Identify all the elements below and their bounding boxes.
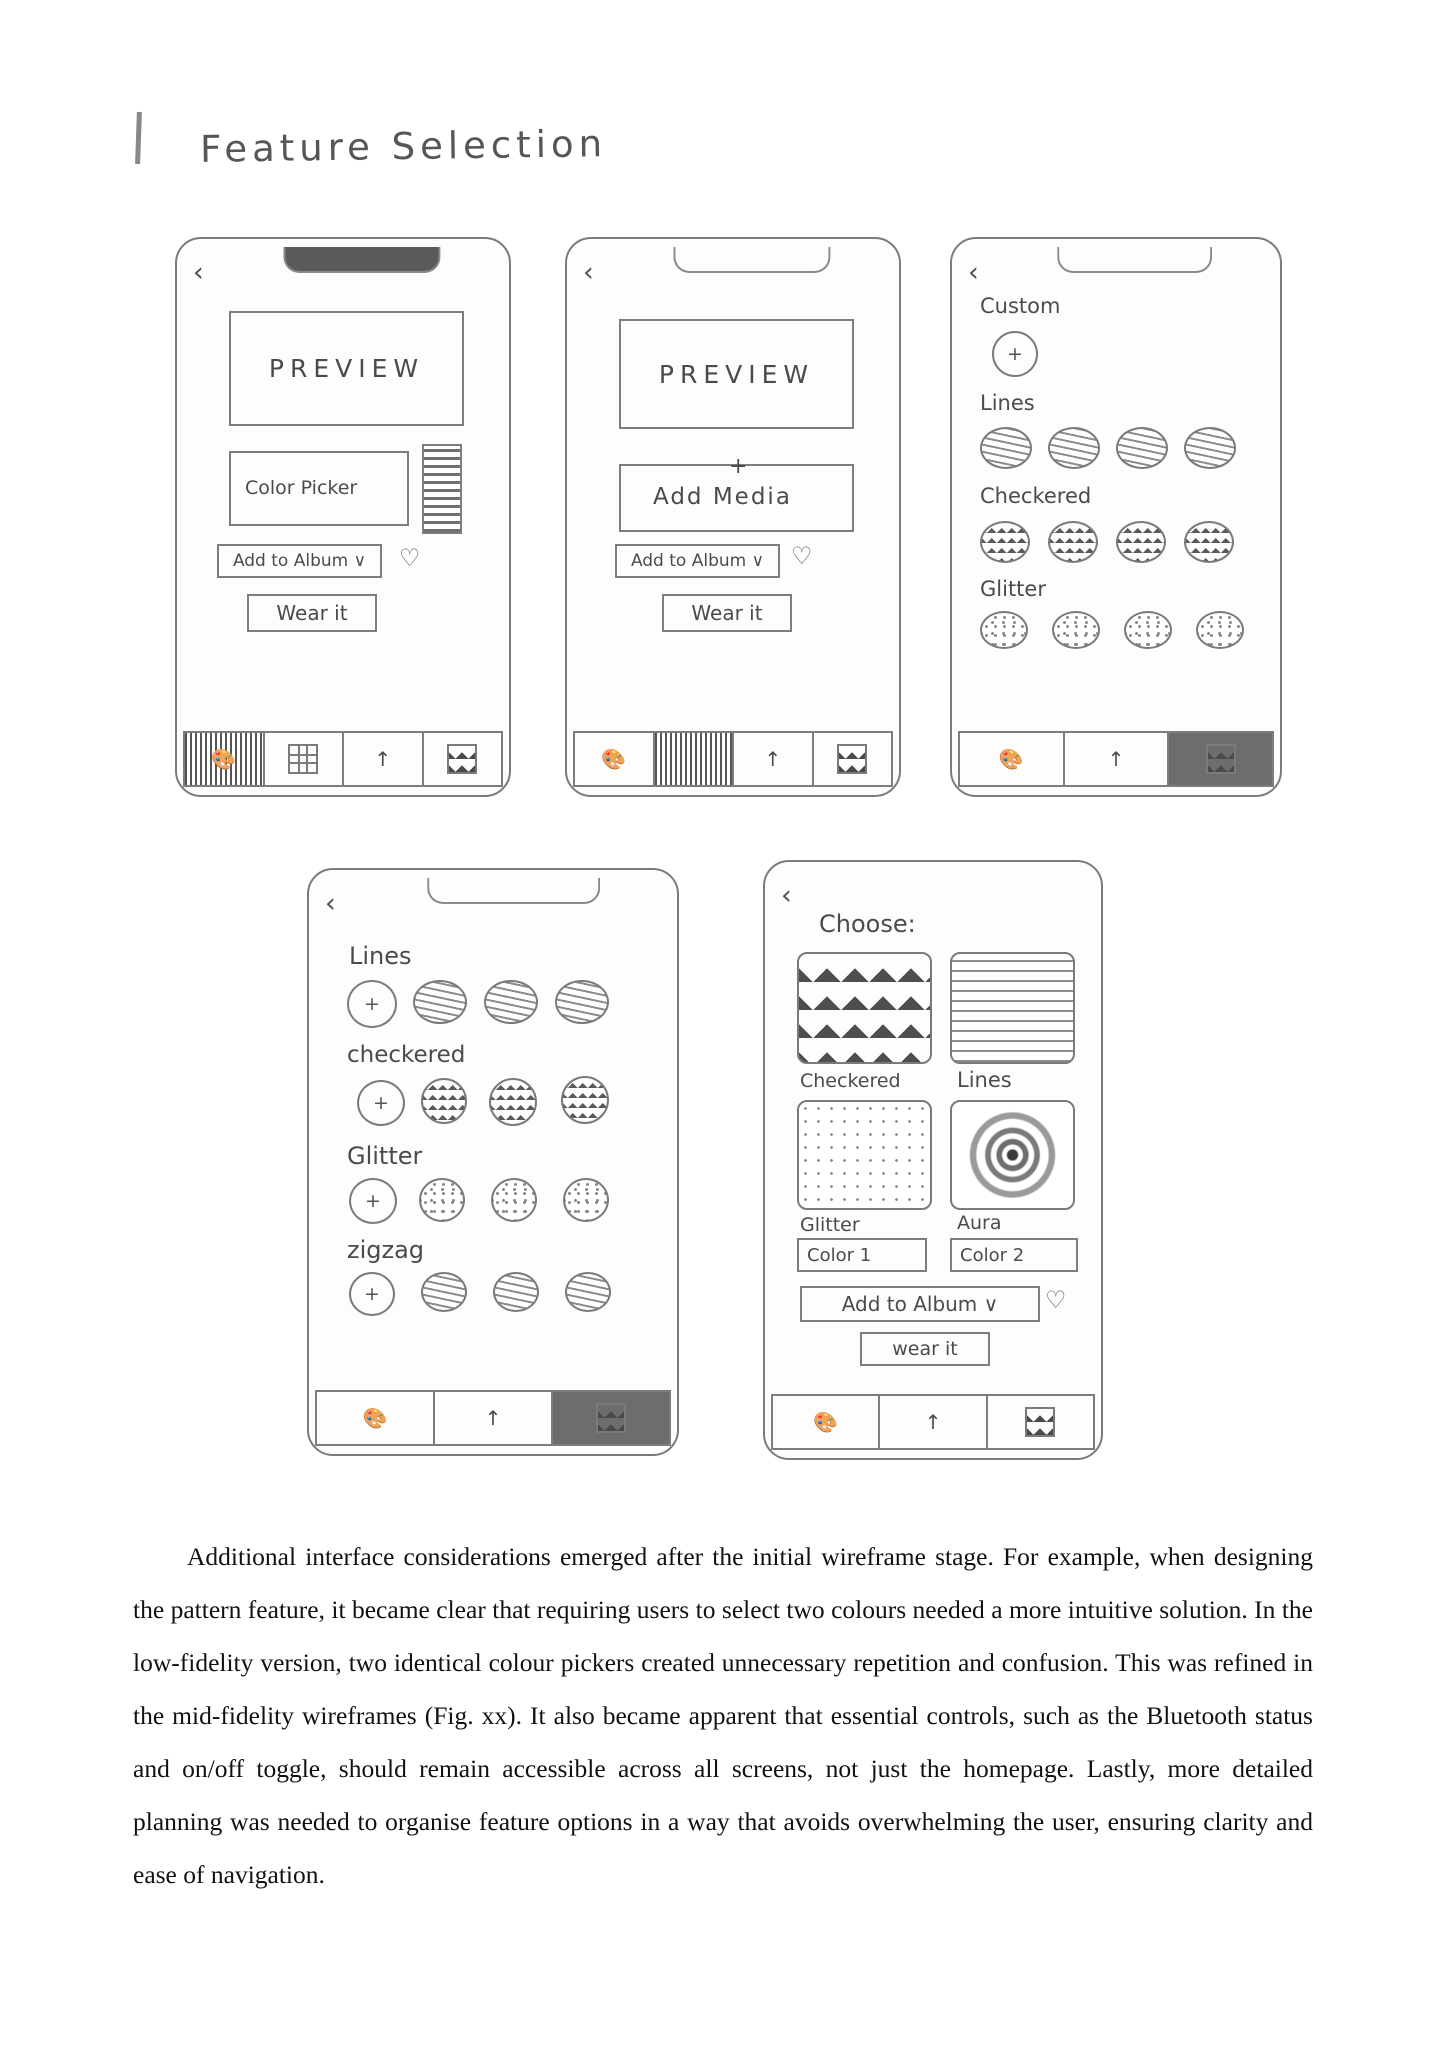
zigzag-add-swatch[interactable]: +	[349, 1272, 395, 1316]
add-to-album-dropdown[interactable]: Add to Album ∨	[615, 544, 780, 578]
checkered-swatch[interactable]	[980, 521, 1030, 563]
glitter-swatch[interactable]	[1196, 611, 1244, 649]
tab-pattern[interactable]	[988, 1396, 1093, 1448]
body-paragraph: Additional interface considerations emerged after the initial wireframe stage. For example, when designing the pattern feature, it became clear that requiring users to select two colours needed a more intuitive solution. In the low-fidelity version, two identical colour pickers created unnecessary repetition and confusion. This was refined in the mid-fidelity wireframes (Fig. xx). It also became apparent that essential controls, such as the Bluetooth status and on/off toggle, should remain accessible across all screens, not just the homepage. Lastly, more detailed planning was needed to organise feature options in a way that avoids overwhelming the user, ensuring clarity and ease of navigation.	[133, 1542, 1313, 1889]
add-media-label: Add Media	[653, 484, 792, 510]
lines-swatch[interactable]	[413, 980, 467, 1024]
wireframe-screen-4	[307, 868, 679, 1456]
pattern-icon	[596, 1403, 626, 1433]
zigzag-swatch[interactable]	[565, 1272, 611, 1312]
custom-add-swatch[interactable]: +	[992, 331, 1038, 377]
zigzag-swatch[interactable]	[421, 1272, 467, 1312]
wireframe-screen-5	[763, 860, 1103, 1460]
phone-notch	[1057, 247, 1212, 273]
checkered-section-label: checkered	[347, 1042, 466, 1068]
title-tick-mark	[135, 112, 142, 164]
lines-swatch[interactable]	[1184, 427, 1236, 469]
tab-upload[interactable]: ↑	[880, 1396, 987, 1448]
bottom-tabbar	[183, 731, 503, 787]
tab-palette[interactable]: 🎨	[185, 733, 265, 785]
bottom-tabbar	[315, 1390, 671, 1446]
phone-notch	[427, 878, 600, 904]
glitter-swatch[interactable]	[563, 1178, 609, 1222]
bottom-tabbar	[958, 731, 1274, 787]
checkered-swatch[interactable]	[1184, 521, 1234, 563]
zigzag-swatch[interactable]	[493, 1272, 539, 1312]
aura-option-label: Aura	[957, 1212, 1002, 1234]
color-picker-box[interactable]	[229, 451, 409, 526]
pattern-icon	[447, 744, 477, 774]
bottom-tabbar	[573, 731, 893, 787]
back-icon[interactable]: ‹	[781, 880, 792, 911]
checkered-section-label: Checkered	[980, 484, 1092, 508]
checkered-add-swatch[interactable]: +	[357, 1080, 405, 1126]
preview-area: PREVIEW	[229, 311, 464, 426]
pattern-option-aura[interactable]	[950, 1100, 1075, 1210]
checkered-option-label: Checkered	[800, 1070, 901, 1092]
glitter-swatch[interactable]	[1124, 611, 1172, 649]
pattern-icon	[1025, 1407, 1055, 1437]
glitter-swatch[interactable]	[1052, 611, 1100, 649]
choose-label: Choose:	[819, 910, 916, 938]
lines-swatch[interactable]	[980, 427, 1032, 469]
glitter-add-swatch[interactable]: +	[349, 1178, 397, 1224]
pattern-option-glitter[interactable]	[797, 1100, 932, 1210]
color-1-field[interactable]: Color 1	[797, 1238, 927, 1272]
preview-area: PREVIEW	[619, 319, 854, 429]
lines-swatch[interactable]	[1116, 427, 1168, 469]
wear-it-button[interactable]: Wear it	[662, 594, 792, 632]
body-paragraph-container	[133, 1530, 1313, 1901]
checkered-swatch[interactable]	[1116, 521, 1166, 563]
lines-swatch[interactable]	[1048, 427, 1100, 469]
back-icon[interactable]: ‹	[583, 257, 594, 288]
phone-notch	[673, 247, 830, 273]
tab-upload[interactable]: ↑	[734, 733, 814, 785]
glitter-swatch[interactable]	[491, 1178, 537, 1222]
add-to-album-dropdown[interactable]: Add to Album ∨	[217, 544, 382, 578]
tab-upload[interactable]: ↑	[1065, 733, 1170, 785]
lines-option-label: Lines	[957, 1068, 1012, 1092]
page-title: Feature Selection	[199, 122, 608, 171]
glitter-swatch[interactable]	[980, 611, 1028, 649]
color-picker-label: Color Picker	[245, 477, 358, 499]
color-slider[interactable]	[422, 444, 462, 534]
tab-palette[interactable]: 🎨	[773, 1396, 880, 1448]
back-icon[interactable]: ‹	[193, 257, 204, 288]
tab-pattern[interactable]	[553, 1392, 669, 1444]
add-to-album-dropdown[interactable]: Add to Album ∨	[800, 1286, 1040, 1322]
wear-it-button[interactable]: Wear it	[247, 594, 377, 632]
tab-pattern[interactable]	[814, 733, 892, 785]
tab-palette[interactable]: 🎨	[317, 1392, 435, 1444]
checkered-swatch[interactable]	[489, 1078, 537, 1126]
phone-notch	[283, 247, 440, 273]
lines-section-label: Lines	[349, 942, 412, 970]
pattern-icon	[1206, 744, 1236, 774]
back-icon[interactable]: ‹	[968, 257, 979, 288]
favorite-heart-icon[interactable]: ♡	[791, 542, 813, 570]
glitter-section-label: Glitter	[347, 1142, 423, 1170]
color-2-field[interactable]: Color 2	[950, 1238, 1078, 1272]
wear-it-button[interactable]: wear it	[860, 1332, 990, 1366]
pattern-option-lines[interactable]	[950, 952, 1075, 1064]
glitter-option-label: Glitter	[800, 1214, 860, 1236]
tab-upload[interactable]: ↑	[435, 1392, 553, 1444]
tab-upload[interactable]: ↑	[344, 733, 424, 785]
tab-lines[interactable]	[655, 733, 735, 785]
lines-section-label: Lines	[980, 391, 1035, 415]
tab-palette[interactable]: 🎨	[960, 733, 1065, 785]
add-media-box[interactable]	[619, 454, 854, 532]
back-icon[interactable]: ‹	[325, 888, 336, 919]
wireframe-screen-1	[175, 237, 511, 797]
favorite-heart-icon[interactable]: ♡	[1045, 1286, 1067, 1314]
add-media-plus: +	[729, 454, 748, 479]
tab-grid[interactable]	[265, 733, 345, 785]
grid-icon	[288, 744, 318, 774]
favorite-heart-icon[interactable]: ♡	[399, 544, 421, 572]
tab-pattern[interactable]	[1169, 733, 1272, 785]
zigzag-section-label: zigzag	[347, 1236, 425, 1264]
checkered-swatch[interactable]	[421, 1078, 467, 1124]
checkered-swatch[interactable]	[1048, 521, 1098, 563]
wireframe-screen-3	[950, 237, 1282, 797]
pattern-icon	[837, 744, 867, 774]
lines-swatch[interactable]	[484, 980, 538, 1024]
wireframe-screen-2	[565, 237, 901, 797]
bottom-tabbar	[771, 1394, 1095, 1450]
glitter-section-label: Glitter	[980, 577, 1046, 601]
custom-section-label: Custom	[980, 294, 1061, 318]
lines-swatch[interactable]	[555, 980, 609, 1024]
checkered-swatch[interactable]	[561, 1076, 609, 1124]
pattern-option-checkered[interactable]	[797, 952, 932, 1064]
tab-pattern[interactable]	[424, 733, 502, 785]
lines-add-swatch[interactable]: +	[347, 980, 397, 1028]
glitter-swatch[interactable]	[419, 1178, 465, 1222]
tab-palette[interactable]: 🎨	[575, 733, 655, 785]
